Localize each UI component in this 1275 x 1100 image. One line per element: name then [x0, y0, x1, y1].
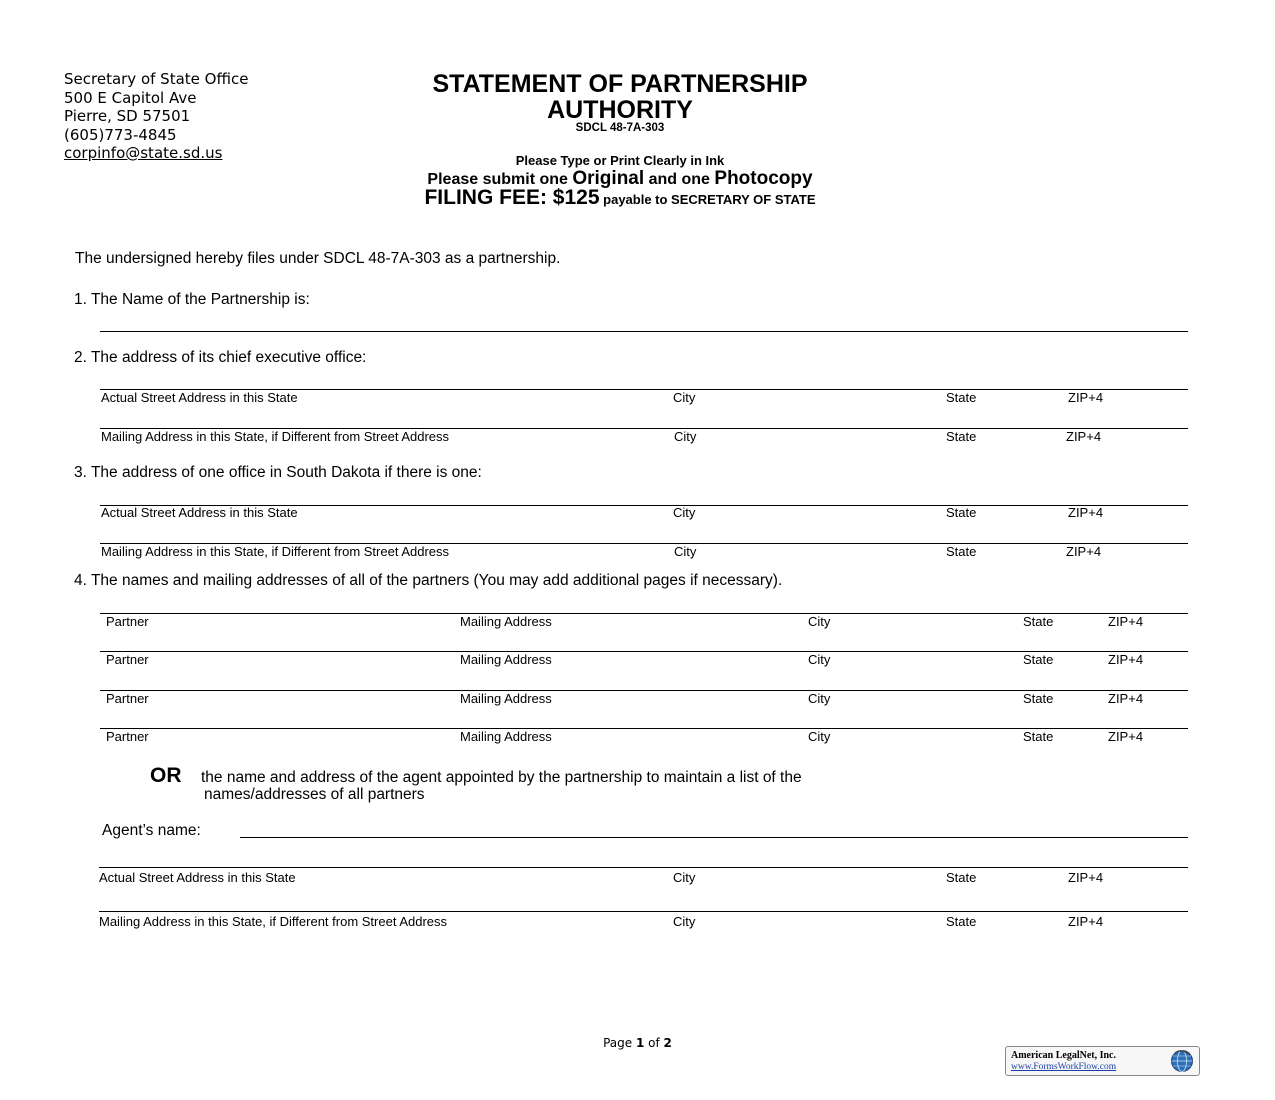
partner-row-1-partner-label: Partner	[106, 614, 149, 629]
agent-zip-label: ZIP+4	[1068, 870, 1104, 885]
or-label: OR	[150, 764, 182, 787]
intro-statement: The undersigned hereby files under SDCL 48-7A-303 as a partnership.	[75, 250, 561, 267]
agent-state-label: State	[946, 870, 977, 885]
agent-mailing-state-label: State	[946, 914, 977, 929]
office-phone: (605)773-4845	[64, 125, 177, 144]
partner-row-2-partner-label: Partner	[106, 652, 149, 667]
item-4-label: 4. The names and mailing addresses of all of the partners (You may add additional pages if necessary).	[74, 572, 783, 589]
filing-fee-payee: payable to SECRETARY OF STATE	[599, 192, 816, 207]
form-title-line2: AUTHORITY	[547, 96, 693, 124]
partner-row-2-city-label: City	[808, 652, 831, 667]
item-1-label: 1. The Name of the Partnership is:	[74, 291, 310, 308]
office-email-link[interactable]: corpinfo@state.sd.us	[64, 144, 223, 162]
partner-row-3-zip-label: ZIP+4	[1108, 691, 1144, 706]
type-instruction: Please Type or Print Clearly in Ink	[515, 153, 725, 168]
publisher-logo[interactable]	[1005, 1046, 1200, 1076]
sd-office-mailing-label: Mailing Address in this State, if Different from Street Address	[101, 544, 450, 559]
partner-row-3-state-label: State	[1023, 691, 1054, 706]
office-name: Secretary of State Office	[64, 70, 249, 88]
partner-row-4-zip-label: ZIP+4	[1108, 729, 1144, 744]
partner-row-1-state-label: State	[1023, 614, 1054, 629]
submit-text-c: and one	[644, 171, 715, 188]
item-2-label: 2. The address of its chief executive office:	[74, 349, 367, 366]
submit-text-photocopy: Photocopy	[714, 168, 813, 189]
page-current: 1	[635, 1036, 645, 1050]
submit-text-a: Please submit one	[427, 171, 573, 188]
sd-office-street-label: Actual Street Address in this State	[101, 505, 298, 520]
agent-description-line2: names/addresses of all partners	[204, 786, 425, 803]
partner-row-4-mailing-label: Mailing Address	[460, 729, 552, 744]
partner-row-2-zip-label: ZIP+4	[1108, 652, 1144, 667]
partnership-name-field[interactable]	[100, 331, 1188, 332]
page-of-text: of	[644, 1036, 664, 1050]
office-city: Pierre, SD 57501	[64, 107, 191, 125]
partner-row-4-city-label: City	[808, 729, 831, 744]
exec-mailing-label: Mailing Address in this State, if Different from Street Address	[101, 429, 450, 444]
sd-office-state-label: State	[946, 505, 977, 520]
agent-mailing-city-label: City	[673, 914, 696, 929]
partner-row-3-city-label: City	[808, 691, 831, 706]
exec-zip-label: ZIP+4	[1068, 390, 1104, 405]
globe-icon	[1170, 1049, 1194, 1073]
sd-office-city-label: City	[673, 505, 696, 520]
agent-mailing-zip-label: ZIP+4	[1068, 914, 1104, 929]
agent-name-label: Agent’s name:	[102, 822, 201, 839]
partner-row-4-partner-label: Partner	[106, 729, 149, 744]
partner-row-1-city-label: City	[808, 614, 831, 629]
sd-office-zip-label: ZIP+4	[1068, 505, 1104, 520]
filing-fee-amount: FILING FEE: $125	[424, 186, 600, 209]
page-total: 2	[663, 1036, 672, 1050]
partner-row-2-mailing-label: Mailing Address	[460, 652, 552, 667]
agent-mailing-label: Mailing Address in this State, if Different from Street Address	[99, 914, 448, 929]
agent-city-label: City	[673, 870, 696, 885]
agent-street-label: Actual Street Address in this State	[99, 870, 296, 885]
partner-row-3-partner-label: Partner	[106, 691, 149, 706]
exec-mailing-city-label: City	[674, 429, 697, 444]
exec-mailing-zip-label: ZIP+4	[1066, 429, 1102, 444]
exec-state-label: State	[946, 390, 977, 405]
filing-fee	[340, 186, 900, 210]
partner-row-3-mailing-label: Mailing Address	[460, 691, 552, 706]
exec-street-label: Actual Street Address in this State	[101, 390, 298, 405]
sd-office-mailing-city-label: City	[674, 544, 697, 559]
sd-office-mailing-state-label: State	[946, 544, 977, 559]
agent-street-field[interactable]	[99, 867, 1188, 868]
statute-reference: SDCL 48-7A-303	[575, 122, 665, 134]
exec-city-label: City	[673, 390, 696, 405]
partner-row-1-zip-label: ZIP+4	[1108, 614, 1144, 629]
agent-description-line1: the name and address of the agent appointed by the partnership to maintain a list of the	[201, 769, 802, 786]
exec-mailing-state-label: State	[946, 429, 977, 444]
office-street: 500 E Capitol Ave	[64, 88, 197, 107]
partner-row-2-state-label: State	[1023, 652, 1054, 667]
logo-url-link[interactable]: www.FormsWorkFlow.com	[1011, 1062, 1117, 1072]
submit-text-original: Original	[572, 168, 645, 189]
form-title-line1: STATEMENT OF PARTNERSHIP	[432, 70, 808, 98]
agent-name-field[interactable]	[240, 837, 1188, 838]
partner-row-1-mailing-label: Mailing Address	[460, 614, 552, 629]
logo-company-name: American LegalNet, Inc.	[1011, 1050, 1116, 1061]
page-text: Page	[603, 1036, 636, 1050]
office-address	[64, 70, 248, 163]
sd-office-mailing-zip-label: ZIP+4	[1066, 544, 1102, 559]
partner-row-4-state-label: State	[1023, 729, 1054, 744]
item-3-label: 3. The address of one office in South Dakota if there is one:	[74, 464, 482, 481]
agent-mailing-field[interactable]	[99, 911, 1188, 912]
